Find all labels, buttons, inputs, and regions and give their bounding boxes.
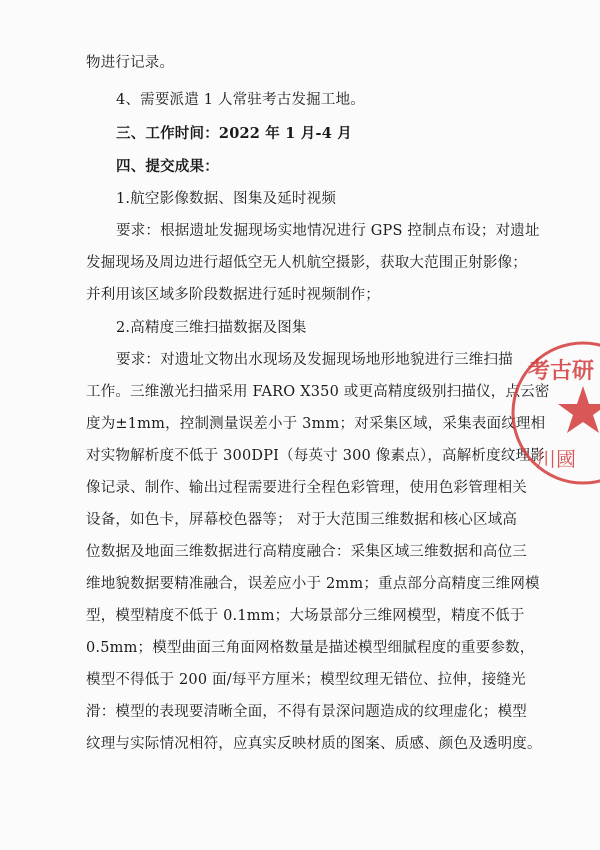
paragraph-line: 工作。三维激光扫描采用 FARO X350 或更高精度级别扫描仪，点云密 <box>86 384 550 400</box>
subsection-heading-3d-scan: 2.高精度三维扫描数据及图集 <box>116 320 307 336</box>
paragraph-line: 度为±1mm，控制测量误差小于 3mm；对采集区域，采集表面纹理相 <box>86 416 546 432</box>
seal-bottom-text: 川國 <box>536 447 576 471</box>
official-seal-stamp <box>508 338 600 488</box>
paragraph-line: 位数据及地面三维数据进行高精度融合：采集区域三维数据和高位三 <box>86 544 527 560</box>
paragraph-line: 维地貌数据要精准融合，误差应小于 2mm；重点部分高精度三维网模 <box>86 576 540 592</box>
paragraph-line: 模型不得低于 200 面/每平方厘米；模型纹理无错位、拉伸，接缝光 <box>86 672 526 688</box>
list-item-4: 4、需要派遣 1 人常驻考古发掘工地。 <box>116 92 365 108</box>
section-heading-work-time: 三、工作时间：2022 年 1 月-4 月 <box>116 125 352 142</box>
paragraph-line: 0.5mm；模型曲面三角面网格数量是描述模型细腻程度的重要参数， <box>86 640 535 656</box>
paragraph-line: 要求：根据遗址发掘现场实地情况进行 GPS 控制点布设；对遗址 <box>116 223 540 239</box>
subsection-heading-aerial: 1.航空影像数据、图集及延时视频 <box>116 191 337 207</box>
paragraph-line: 滑：模型的表现要清晰全面，不得有景深问题造成的纹理虚化；模型 <box>86 704 527 720</box>
seal-top-text: 考古研 <box>528 358 595 384</box>
paragraph-line: 像记录、制作、输出过程需要进行全程色彩管理，使用色彩管理相关 <box>86 480 527 496</box>
section-heading-deliverables: 四、提交成果： <box>116 158 219 175</box>
paragraph-line: 设备，如色卡，屏幕校色器等； 对于大范围三维数据和核心区域高 <box>86 512 518 528</box>
paragraph-line: 发掘现场及周边进行超低空无人机航空摄影，获取大范围正射影像； <box>86 255 527 271</box>
paragraph-line: 纹理与实际情况相符，应真实反映材质的图案、质感、颜色及透明度。 <box>86 736 542 752</box>
paragraph-line: 物进行记录。 <box>86 55 175 71</box>
paragraph-line: 型，模型精度不低于 0.1mm；大场景部分三维网模型，精度不低于 <box>86 608 525 624</box>
paragraph-line: 对实物解析度不低于 300DPI（每英寸 300 像素点），高解析度纹理影 <box>86 448 545 464</box>
paragraph-line: 要求：对遗址文物出水现场及发掘现场地形地貌进行三维扫描 <box>116 352 513 368</box>
paragraph-line: 并利用该区域多阶段数据进行延时视频制作； <box>86 287 380 303</box>
